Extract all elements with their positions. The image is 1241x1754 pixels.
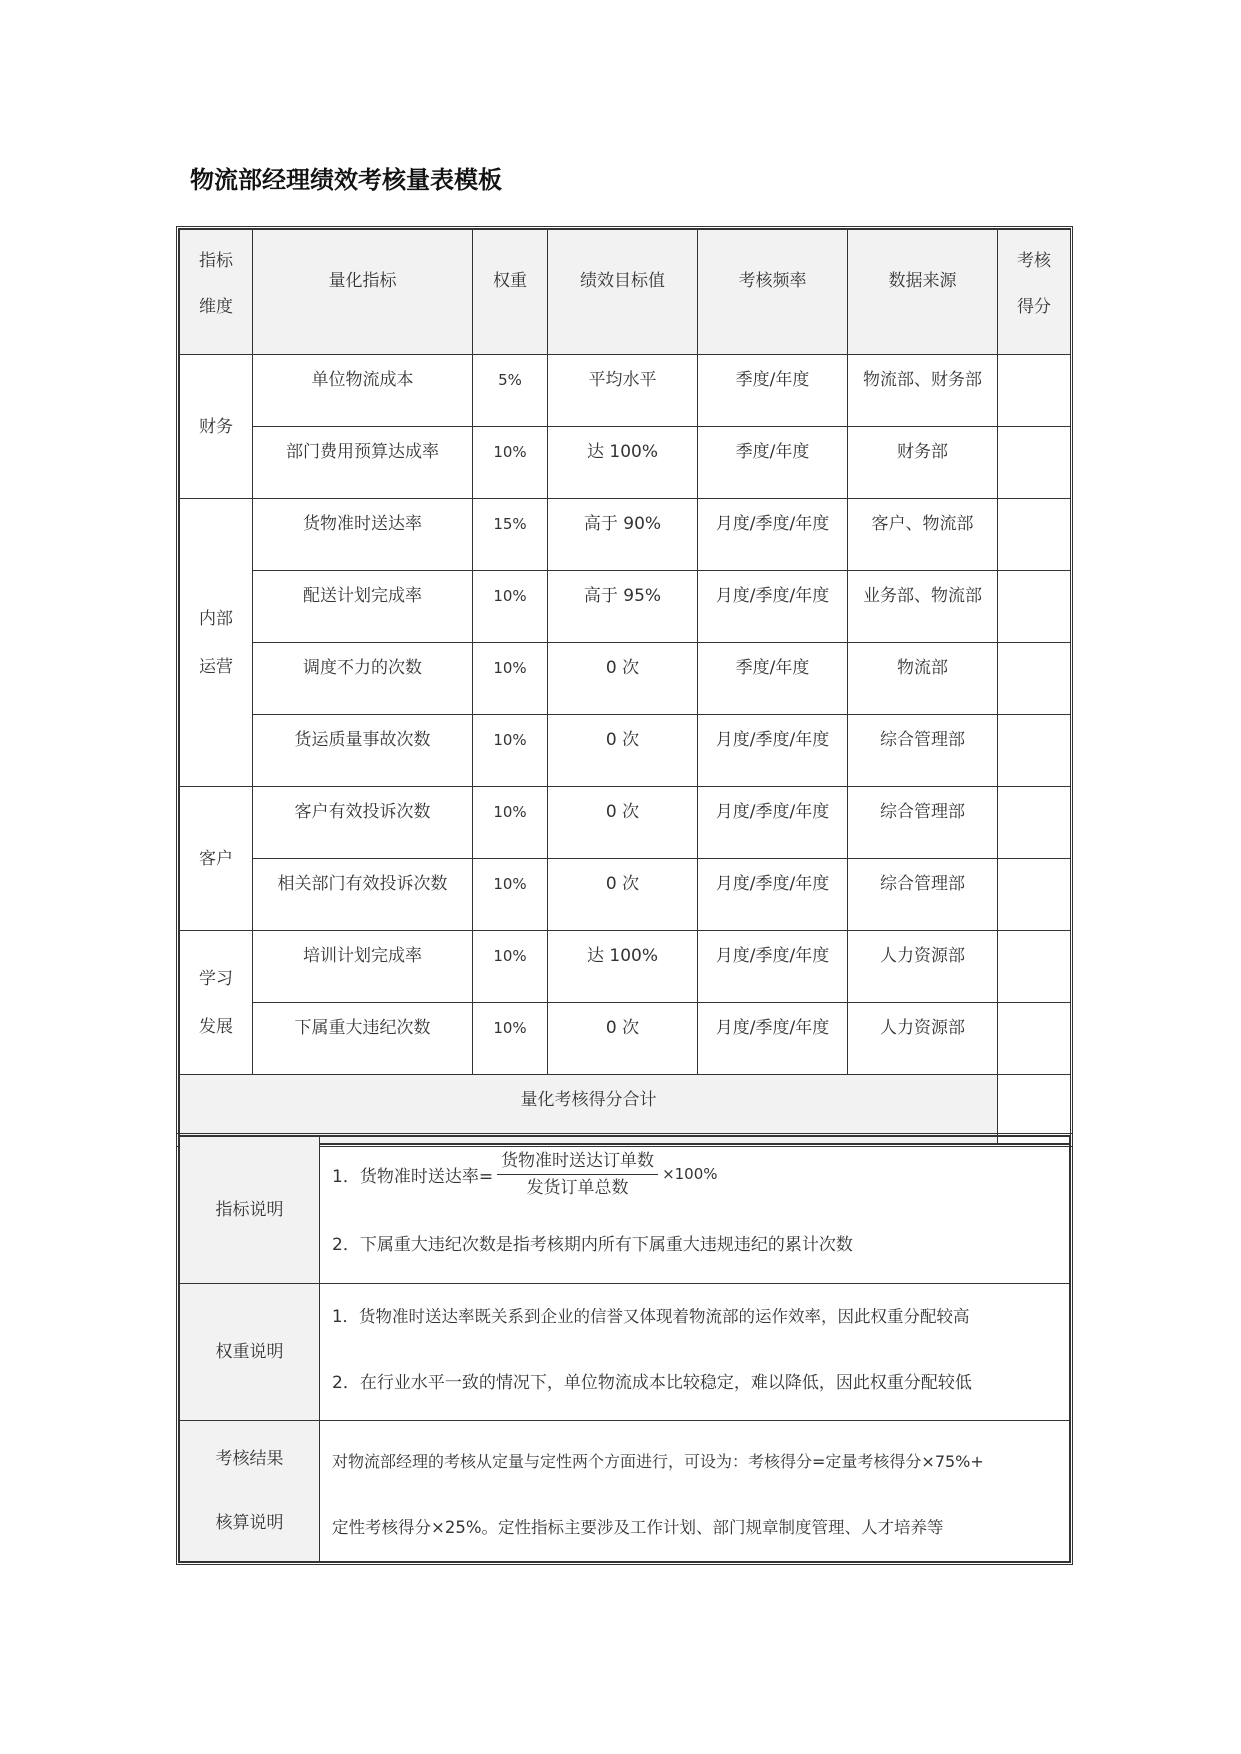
- frequency-cell: 月度/季度/年度: [698, 931, 848, 1003]
- frequency-cell: 季度/年度: [698, 355, 848, 427]
- score-cell[interactable]: [998, 715, 1071, 787]
- result-label-line2: 核算说明: [215, 1513, 284, 1533]
- table-row: [180, 643, 1071, 715]
- table-row: [180, 499, 1071, 571]
- source-cell: 财务部: [848, 427, 998, 499]
- weight-note-line1: 1．货物准时送达率既关系到企业的信誉又体现着物流部的运作效率，因此权重分配较高: [332, 1307, 970, 1326]
- kpi-table: [176, 226, 1073, 1147]
- dimension-cell: [180, 355, 253, 499]
- result-notes-row: [180, 1421, 1070, 1562]
- header-dimension-line1: 指标: [199, 251, 233, 271]
- formula-numerator: 货物准时送达订单数: [497, 1148, 658, 1175]
- frequency-cell: 季度/年度: [698, 427, 848, 499]
- target-cell: 达 100%: [548, 931, 698, 1003]
- header-score: [998, 230, 1071, 355]
- table-row: [180, 715, 1071, 787]
- source-cell: 综合管理部: [848, 715, 998, 787]
- source-cell: 综合管理部: [848, 859, 998, 931]
- dimension-label: 财务: [199, 416, 233, 437]
- weight-notes-row: [180, 1284, 1070, 1421]
- score-cell[interactable]: [998, 931, 1071, 1003]
- header-indicator: [253, 230, 473, 355]
- weight-cell: 5%: [473, 355, 548, 427]
- weight-cell: 10%: [473, 715, 548, 787]
- header-frequency-text: 考核频率: [738, 271, 807, 291]
- source-cell: 综合管理部: [848, 787, 998, 859]
- weight-note-line2: 2．在行业水平一致的情况下，单位物流成本比较稳定，难以降低，因此权重分配较低: [332, 1373, 972, 1393]
- target-cell: 高于 90%: [548, 499, 698, 571]
- frequency-cell: 月度/季度/年度: [698, 571, 848, 643]
- source-cell: 业务部、物流部: [848, 571, 998, 643]
- header-row: [180, 230, 1071, 355]
- table-row: [180, 571, 1071, 643]
- target-cell: 0 次: [548, 715, 698, 787]
- score-cell[interactable]: [998, 787, 1071, 859]
- indicator-cell: 货运质量事故次数: [253, 715, 473, 787]
- result-note-line2: 定性考核得分×25%。定性指标主要涉及工作计划、部门规章制度管理、人才培养等: [332, 1518, 944, 1537]
- table-row: [180, 355, 1071, 427]
- table-row: [180, 1003, 1071, 1075]
- frequency-cell: 月度/季度/年度: [698, 715, 848, 787]
- score-cell[interactable]: [998, 427, 1071, 499]
- formula-denominator: 发货订单总数: [526, 1177, 629, 1198]
- header-frequency: [698, 230, 848, 355]
- dimension-label: 运营: [199, 656, 233, 677]
- header-weight-text: 权重: [493, 271, 527, 291]
- dimension-label: 学习: [199, 968, 233, 989]
- score-cell[interactable]: [998, 859, 1071, 931]
- dimension-cell: [180, 499, 253, 787]
- indicator-cell: 客户有效投诉次数: [253, 787, 473, 859]
- indicator-notes-text: [320, 1137, 1070, 1284]
- indicator-cell: 部门费用预算达成率: [253, 427, 473, 499]
- table-row: [180, 787, 1071, 859]
- header-source: [848, 230, 998, 355]
- indicator-cell: 下属重大违纪次数: [253, 1003, 473, 1075]
- table-row: [180, 427, 1071, 499]
- header-score-line2: 得分: [1017, 297, 1051, 317]
- indicator-notes-label: 指标说明: [180, 1137, 320, 1284]
- score-cell[interactable]: [998, 355, 1071, 427]
- frequency-cell: 月度/季度/年度: [698, 787, 848, 859]
- dimension-cell: [180, 787, 253, 931]
- dimension-cell: [180, 931, 253, 1075]
- result-note-line1: 对物流部经理的考核从定量与定性两个方面进行，可设为：考核得分=定量考核得分×75%+: [332, 1452, 984, 1471]
- source-cell: 客户、物流部: [848, 499, 998, 571]
- formula: [332, 1137, 1069, 1207]
- summary-label: 量化考核得分合计: [180, 1075, 998, 1144]
- score-cell[interactable]: [998, 499, 1071, 571]
- indicator-cell: 货物准时送达率: [253, 499, 473, 571]
- page-title: 物流部经理绩效考核量表模板: [190, 166, 502, 194]
- weight-cell: 10%: [473, 1003, 548, 1075]
- dimension-label: 内部: [199, 608, 233, 629]
- dimension-label: 发展: [199, 1016, 233, 1037]
- target-cell: 0 次: [548, 1003, 698, 1075]
- source-cell: 人力资源部: [848, 931, 998, 1003]
- indicator-cell: 配送计划完成率: [253, 571, 473, 643]
- header-score-line1: 考核: [1017, 251, 1051, 271]
- header-dimension: [180, 230, 253, 355]
- formula-fraction: [497, 1148, 658, 1201]
- frequency-cell: 月度/季度/年度: [698, 1003, 848, 1075]
- target-cell: 平均水平: [548, 355, 698, 427]
- header-target: [548, 230, 698, 355]
- header-weight: [473, 230, 548, 355]
- weight-cell: 10%: [473, 787, 548, 859]
- weight-cell: 10%: [473, 859, 548, 931]
- source-cell: 物流部、财务部: [848, 355, 998, 427]
- weight-notes-label: 权重说明: [180, 1284, 320, 1421]
- formula-suffix: ×100%: [662, 1165, 718, 1183]
- score-cell[interactable]: [998, 643, 1071, 715]
- frequency-cell: 月度/季度/年度: [698, 859, 848, 931]
- weight-cell: 15%: [473, 499, 548, 571]
- frequency-cell: 季度/年度: [698, 643, 848, 715]
- dimension-label: 客户: [199, 848, 233, 869]
- target-cell: 达 100%: [548, 427, 698, 499]
- result-label-line1: 考核结果: [215, 1449, 284, 1469]
- target-cell: 高于 95%: [548, 571, 698, 643]
- header-dimension-line2: 维度: [199, 297, 233, 317]
- header-source-text: 数据来源: [888, 271, 957, 291]
- table-row: [180, 931, 1071, 1003]
- source-cell: 人力资源部: [848, 1003, 998, 1075]
- result-notes-label: [180, 1421, 320, 1562]
- table-row: [180, 859, 1071, 931]
- target-cell: 0 次: [548, 859, 698, 931]
- weight-cell: 10%: [473, 427, 548, 499]
- weight-cell: 10%: [473, 571, 548, 643]
- weight-notes-text: [320, 1284, 1070, 1421]
- indicator-note-line2: 2．下属重大违纪次数是指考核期内所有下属重大违规违纪的累计次数: [332, 1235, 853, 1255]
- target-cell: 0 次: [548, 787, 698, 859]
- weight-cell: 10%: [473, 643, 548, 715]
- frequency-cell: 月度/季度/年度: [698, 499, 848, 571]
- score-cell[interactable]: [998, 1003, 1071, 1075]
- indicator-cell: 相关部门有效投诉次数: [253, 859, 473, 931]
- indicator-cell: 培训计划完成率: [253, 931, 473, 1003]
- header-indicator-text: 量化指标: [328, 271, 397, 291]
- source-cell: 物流部: [848, 643, 998, 715]
- indicator-cell: 调度不力的次数: [253, 643, 473, 715]
- formula-prefix: 1．货物准时送达率=: [332, 1166, 494, 1187]
- target-cell: 0 次: [548, 643, 698, 715]
- score-cell[interactable]: [998, 571, 1071, 643]
- result-notes-text: [320, 1421, 1070, 1562]
- weight-cell: 10%: [473, 931, 548, 1003]
- indicator-notes-row: [180, 1137, 1070, 1284]
- indicator-cell: 单位物流成本: [253, 355, 473, 427]
- notes-table: [176, 1133, 1073, 1565]
- header-target-text: 绩效目标值: [580, 271, 665, 291]
